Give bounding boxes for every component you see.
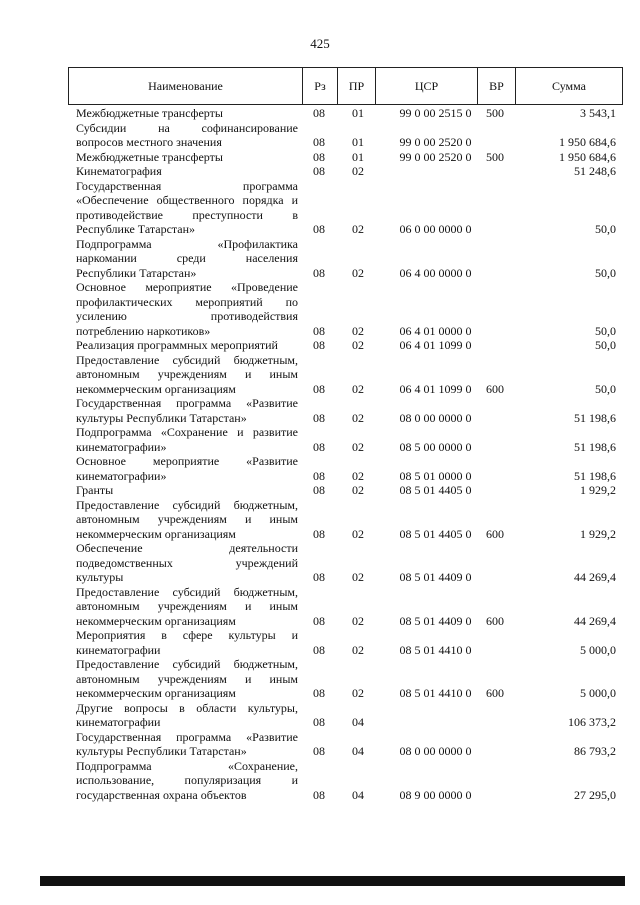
header-sum: Сумма [552,78,586,93]
table-row [68,454,623,483]
header-vr: ВР [478,68,516,104]
row-csr: 08 5 01 0000 0 [399,468,472,483]
row-name [68,759,298,803]
row-sum: 106 373,2 [568,715,616,729]
table-row [68,237,623,281]
row-pr: 02 [352,323,364,338]
row-pr: 02 [352,439,364,454]
row-name-line: усилению противодействия [76,309,298,323]
header-csr: ЦСР [376,68,478,104]
row-pr: 02 [352,222,364,236]
row-sum: 50,0 [595,323,616,338]
row-name-line: Подпрограмма «Сохранение, [76,758,298,773]
row-rz: 08 [313,439,325,454]
row-name-line: кинематографии» [76,439,167,454]
table-row [68,759,623,803]
row-name [68,396,298,425]
row-name-line: профилактических мероприятий по [76,294,298,309]
row-rz: 08 [313,323,325,338]
row-sum: 1 929,2 [580,483,616,497]
row-name-line: автономным учреждениям и иным [76,599,298,613]
row-rz: 08 [313,410,325,425]
row-name-line: кинематографии [76,642,161,657]
row-pr: 02 [352,338,364,352]
row-name-line: противодействие преступности в [76,207,298,222]
table-row [68,628,623,657]
row-csr: 08 0 00 0000 0 [399,410,472,425]
row-name-line: автономным учреждениям и иным [76,367,298,381]
row-name [68,164,298,179]
row-sum: 51 198,6 [574,410,616,425]
row-name [68,425,298,454]
table-body [68,106,623,802]
row-csr: 08 5 01 4409 0 [399,613,472,628]
row-csr: 99 0 00 2515 0 [399,106,472,120]
row-rz: 08 [313,164,325,178]
row-name-line: подведомственных учреждений [76,555,298,570]
row-name [68,701,298,730]
row-name-line: Межбюджетные трансферты [76,106,223,120]
row-pr: 02 [352,265,364,280]
row-name-line: автономным учреждениям и иным [76,671,298,686]
row-name [68,121,298,150]
row-name [68,541,298,585]
row-name-line: некоммерческим организациям [76,381,236,396]
row-sum: 1 929,2 [580,526,616,541]
row-name [68,483,298,498]
row-csr: 06 0 00 0000 0 [399,222,472,236]
row-rz: 08 [313,135,325,149]
page-number: 425 [310,36,330,51]
row-name-line: Подпрограмма «Сохранение и развитие [76,425,298,439]
row-sum: 51 248,6 [574,164,616,178]
row-pr: 01 [352,149,364,164]
row-vr: 500 [486,149,504,164]
row-vr: 500 [486,106,504,120]
row-name [68,730,298,759]
row-name-line: Предоставление субсидий бюджетным, [76,497,298,512]
row-name-line: наркомании среди населения [76,251,298,265]
row-rz: 08 [313,222,325,236]
row-name-line: культуры Республики Татарстан» [76,410,247,425]
row-csr: 08 9 00 0000 0 [399,787,472,802]
row-vr: 600 [486,381,504,396]
row-pr: 02 [352,410,364,425]
table-row [68,425,623,454]
row-name [68,237,298,281]
row-sum: 51 198,6 [574,439,616,454]
row-name-line: Субсидии на софинансирование [76,120,298,135]
row-csr: 08 5 01 4410 0 [399,642,472,657]
row-name-line: Предоставление субсидий бюджетным, [76,657,298,671]
row-name-line: Мероприятия в сфере культуры и [76,628,298,642]
row-sum: 51 198,6 [574,468,616,483]
row-pr: 02 [352,483,364,497]
scan-edge-bar [40,876,625,886]
table-row [68,730,623,759]
table-row [68,179,623,237]
row-pr: 04 [352,715,364,729]
row-pr: 02 [352,468,364,483]
header-pr: ПР [338,68,376,104]
row-name [68,106,298,121]
table-row [68,396,623,425]
row-name-line: Обеспечение деятельности [76,541,298,555]
table-row [68,121,623,150]
row-name-line: Предоставление субсидий бюджетным, [76,584,298,599]
row-pr: 02 [352,686,364,700]
row-sum: 44 269,4 [574,613,616,628]
row-sum: 50,0 [595,265,616,280]
row-rz: 08 [313,613,325,628]
row-rz: 08 [313,526,325,541]
row-name-line: некоммерческим организациям [76,526,236,541]
row-name-line: культуры Республики Татарстан» [76,744,247,758]
row-name-line: Республики Татарстан» [76,265,197,280]
row-rz: 08 [313,642,325,657]
row-csr: 06 4 01 1099 0 [399,381,472,396]
row-csr: 06 4 00 0000 0 [399,265,472,280]
row-csr: 06 4 01 1099 0 [399,338,472,352]
row-name [68,657,298,701]
row-name [68,280,298,338]
row-rz: 08 [313,686,325,700]
header-rz: Рз [303,68,338,104]
row-rz: 08 [313,483,325,497]
row-csr: 08 0 00 0000 0 [399,744,472,758]
row-name-line: Другие вопросы в области культуры, [76,700,298,715]
row-name-line: Основное мероприятие «Развитие [76,454,298,468]
row-name-line: использование, популяризация и [76,773,298,787]
row-name [68,150,298,165]
row-pr: 02 [352,613,364,628]
row-rz: 08 [313,265,325,280]
table-row [68,701,623,730]
row-name [68,585,298,629]
row-sum: 44 269,4 [574,570,616,584]
row-pr: 04 [352,787,364,802]
header-name: Наименование [69,68,303,104]
row-sum: 5 000,0 [580,642,616,657]
table-row [68,106,623,121]
row-rz: 08 [313,787,325,802]
table-row [68,498,623,542]
row-name-line: автономным учреждениям и иным [76,512,298,526]
row-rz: 08 [313,149,325,164]
row-vr: 600 [486,613,504,628]
row-sum: 3 543,1 [580,106,616,120]
row-rz: 08 [313,338,325,352]
row-sum: 1 950 684,6 [559,135,616,149]
row-rz: 08 [313,744,325,758]
row-csr: 08 5 01 4405 0 [399,483,472,497]
row-csr: 08 5 01 4405 0 [399,526,472,541]
row-sum: 1 950 684,6 [559,149,616,164]
table-row [68,164,623,179]
row-pr: 02 [352,526,364,541]
row-rz: 08 [313,715,325,729]
table-row [68,338,623,353]
row-name [68,628,298,657]
row-name-line: Подпрограмма «Профилактика [76,236,298,251]
row-name-line: государственная охрана объектов [76,787,247,802]
row-rz: 08 [313,570,325,584]
row-name-line: культуры [76,570,124,584]
table-row [68,483,623,498]
row-sum: 50,0 [595,222,616,236]
row-name-line: Предоставление субсидий бюджетным, [76,352,298,367]
row-sum: 86 793,2 [574,744,616,758]
row-pr: 02 [352,381,364,396]
row-name-line: Основное мероприятие «Проведение [76,280,298,294]
row-sum: 27 295,0 [574,787,616,802]
row-name [68,338,298,353]
row-csr: 99 0 00 2520 0 [399,135,472,149]
table-row [68,150,623,165]
row-name [68,353,298,397]
row-sum: 5 000,0 [580,686,616,700]
row-pr: 01 [352,135,364,149]
row-name-line: некоммерческим организациям [76,686,236,700]
row-pr: 04 [352,744,364,758]
row-name-line: Кинематография [76,164,162,178]
row-sum: 50,0 [595,381,616,396]
row-csr: 08 5 01 4409 0 [399,570,472,584]
row-csr: 08 5 00 0000 0 [399,439,472,454]
row-csr: 08 5 01 4410 0 [399,686,472,700]
row-rz: 08 [313,381,325,396]
row-vr: 600 [486,526,504,541]
row-name-line: Гранты [76,483,114,497]
row-name-line: Государственная программа «Развитие [76,396,298,410]
row-name-line: «Обеспечение общественного порядка и [76,193,298,207]
row-pr: 02 [352,164,364,178]
row-name-line: Межбюджетные трансферты [76,149,223,164]
row-csr: 06 4 01 0000 0 [399,323,472,338]
row-name-line: потреблению наркотиков» [76,323,211,338]
row-rz: 08 [313,468,325,483]
row-name [68,454,298,483]
row-name-line: Государственная программа «Развитие [76,729,298,744]
row-name-line: Республике Татарстан» [76,222,196,236]
row-pr: 02 [352,570,364,584]
row-pr: 01 [352,106,364,120]
table-header [68,67,623,105]
row-name-line: Государственная программа [76,178,298,193]
row-pr: 02 [352,642,364,657]
row-rz: 08 [313,106,325,120]
table-row [68,541,623,585]
row-name-line: кинематографии» [76,468,167,483]
row-csr: 99 0 00 2520 0 [399,149,472,164]
row-name [68,179,298,237]
table-row [68,657,623,701]
row-name [68,498,298,542]
row-vr: 600 [486,686,504,700]
row-sum: 50,0 [595,338,616,352]
row-name-line: Реализация программных мероприятий [76,338,278,352]
table-row [68,585,623,629]
row-name-line: некоммерческим организациям [76,613,236,628]
table-row [68,280,623,338]
table-row [68,353,623,397]
row-name-line: кинематографии [76,715,161,729]
row-name-line: вопросов местного значения [76,135,222,149]
